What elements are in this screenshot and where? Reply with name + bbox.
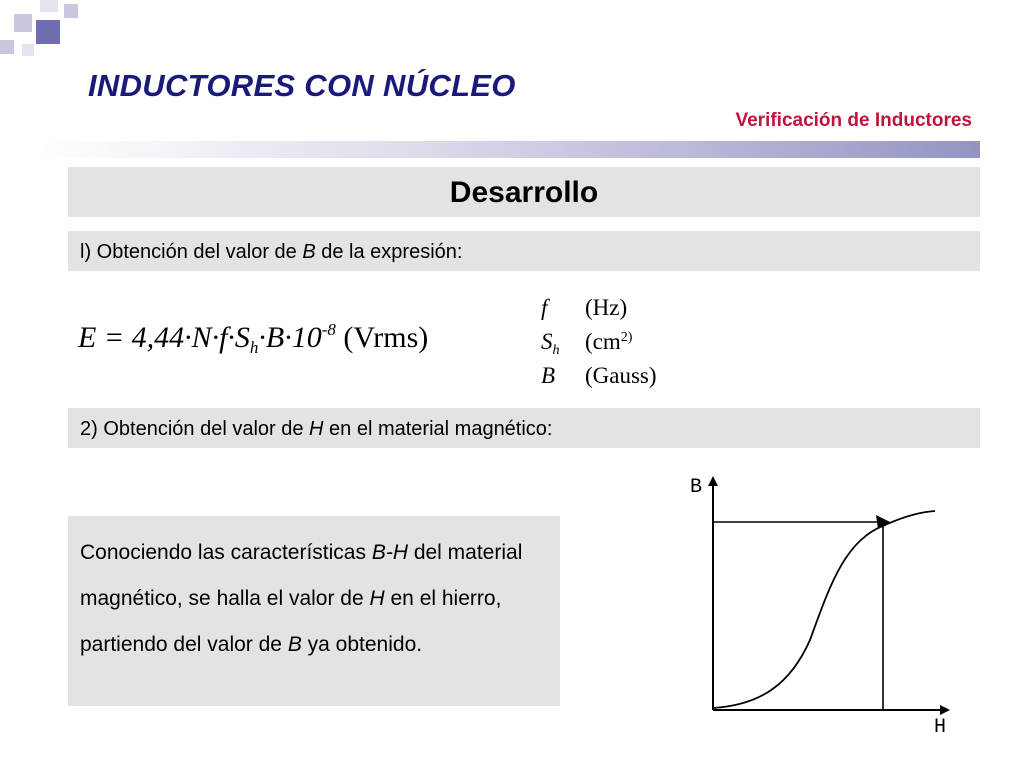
step-1-prefix: l) Obtención del valor de [80, 241, 303, 263]
formula-unit: (Vrms) [335, 321, 429, 354]
description-text: en el hierro, partiendo del valor de [80, 587, 502, 656]
step-2-variable: H [309, 418, 324, 440]
unit-var-name: B [541, 363, 556, 388]
emf-formula [78, 320, 428, 358]
formula-lhs: E = 4,44·N·f·S [78, 321, 250, 354]
description-text: del material magnético, se halla el valor de [80, 541, 523, 610]
description-variable: B [287, 633, 302, 656]
decor-square [64, 4, 78, 18]
step-2-text [68, 408, 980, 448]
unit-label: (cm [585, 329, 621, 354]
step-1-variable: B [302, 241, 316, 263]
unit-label: (Hz) [585, 295, 628, 320]
decor-square [0, 40, 14, 54]
unit-row [541, 321, 657, 358]
unit-sup: 2) [620, 330, 633, 345]
unit-row [541, 355, 657, 389]
units-legend [541, 287, 657, 389]
decor-square [14, 14, 32, 32]
decor-square [22, 44, 34, 56]
unit-var-name: S [541, 329, 553, 354]
unit-var [541, 359, 585, 402]
decor-square [40, 0, 58, 12]
description-box [68, 516, 560, 706]
unit-label: (Gauss) [585, 363, 657, 388]
step-2-suffix: en el material magnético: [323, 418, 553, 440]
section-heading: Desarrollo [68, 167, 980, 217]
formula-subscript: h [249, 338, 259, 357]
unit-var-name: f [541, 295, 548, 320]
y-axis-arrow-icon [708, 476, 718, 486]
description-text: ya obtenido. [301, 633, 423, 656]
magnetization-curve [713, 511, 935, 708]
slide-subtitle: Verificación de Inductores [735, 110, 972, 131]
x-axis-arrow-icon [940, 705, 950, 715]
x-axis-label: H [934, 716, 947, 739]
formula-exponent: -8 [321, 320, 336, 339]
b-h-curve-graph [680, 470, 970, 740]
formula-mid: ·B·10 [258, 321, 322, 354]
unit-var-sub: h [552, 343, 560, 358]
y-axis-label: B [690, 476, 703, 499]
description-variable: H [369, 587, 385, 610]
step-1-suffix: de la expresión: [315, 241, 463, 263]
step-1-text [68, 231, 980, 271]
unit-row [541, 287, 657, 321]
description-variable: B-H [371, 541, 408, 564]
step-2-prefix: 2) Obtención del valor de [80, 418, 310, 440]
decor-square [36, 20, 60, 44]
header-divider [40, 141, 980, 158]
page-title: INDUCTORES CON NÚCLEO [88, 68, 516, 103]
description-text: Conociendo las características [80, 541, 372, 564]
